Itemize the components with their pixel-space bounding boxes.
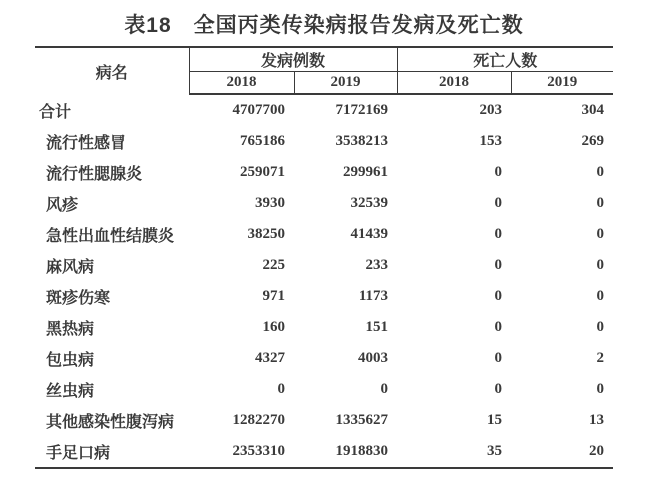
table-row [35,94,613,126]
deaths-2018-cell: 15 [487,412,503,428]
deaths-2018-cell: 203 [479,102,503,118]
table-row [35,343,613,374]
cases-2019-cell: 1335627 [335,412,389,428]
table-header [35,47,613,94]
disease-name-cell: 黑热病 [46,321,95,338]
cases-2019-cell: 1173 [358,288,389,304]
disease-name-cell: 合计 [39,103,72,121]
cases-2019-cell: 233 [365,257,389,273]
disease-table [35,46,613,469]
disease-name-cell: 包虫病 [46,352,95,369]
table-row [35,157,613,188]
cases-2018-cell: 225 [262,257,285,273]
table-row [35,126,613,157]
column-header-cases-2018: 2018 [189,72,294,95]
deaths-2019-cell: 304 [581,102,605,118]
cases-2019-cell: 4003 [358,350,389,366]
column-header-disease: 病名 [35,47,189,94]
cases-2019-cell: 32539 [350,195,389,211]
table-row [35,281,613,312]
deaths-2018-cell: 0 [494,226,503,242]
deaths-2019-cell: 269 [581,133,605,149]
deaths-2018-cell: 153 [479,133,503,149]
deaths-2019-cell: 13 [589,412,605,428]
deaths-2019-cell: 0 [596,381,605,397]
table-row [35,436,613,468]
page-title: 表18 全国丙类传染病报告发病及死亡数 [124,14,524,37]
table-row [35,405,613,436]
deaths-2018-cell: 0 [494,288,503,304]
cases-2019-cell: 1918830 [335,443,389,459]
table-body [35,94,613,468]
table-row [35,188,613,219]
deaths-2018-cell: 0 [494,195,503,211]
disease-name-cell: 流行性腮腺炎 [46,166,143,183]
cases-2019-cell: 299961 [343,164,389,180]
cases-2018-cell: 2353310 [232,443,285,459]
cases-2018-cell: 1282270 [232,412,285,428]
cases-2019-cell: 151 [365,319,389,335]
deaths-2018-cell: 0 [494,350,503,366]
deaths-2018-cell: 0 [494,257,503,273]
disease-name-cell: 丝虫病 [46,383,95,400]
column-header-cases-2019: 2019 [294,72,397,95]
cases-2019-cell: 41439 [350,226,389,242]
disease-name-cell: 风疹 [46,197,79,214]
deaths-2018-cell: 0 [494,164,503,180]
cases-2018-cell: 3930 [255,195,285,211]
deaths-2019-cell: 0 [596,288,605,304]
column-group-cases: 发病例数 [189,47,397,72]
deaths-2019-cell: 0 [596,257,605,273]
deaths-2019-cell: 0 [596,164,605,180]
column-header-deaths-2018: 2018 [397,72,511,95]
deaths-2019-cell: 0 [596,195,605,211]
table-row [35,250,613,281]
deaths-2018-cell: 0 [494,381,503,397]
cases-2018-cell: 4327 [255,350,285,366]
deaths-2019-cell: 0 [596,319,605,335]
cases-2018-cell: 259071 [240,164,285,180]
cases-2018-cell: 765186 [240,133,285,149]
deaths-2018-cell: 0 [494,319,503,335]
deaths-2019-cell: 0 [596,226,605,242]
cases-2019-cell: 7172169 [335,102,389,118]
table-row [35,374,613,405]
cases-2018-cell: 0 [277,381,285,397]
deaths-2019-cell: 20 [589,443,605,459]
column-group-deaths: 死亡人数 [397,47,613,72]
disease-name-cell: 流行性感冒 [46,135,127,152]
deaths-2019-cell: 2 [596,350,605,366]
header-group-row [35,47,613,72]
table-row [35,312,613,343]
disease-name-cell: 急性出血性结膜炎 [46,228,175,245]
cases-2019-cell: 3538213 [335,133,389,149]
disease-name-cell: 其他感染性腹泻病 [46,414,175,431]
cases-2018-cell: 38250 [247,226,285,242]
cases-2018-cell: 971 [262,288,285,304]
cases-2018-cell: 160 [262,319,285,335]
cases-2018-cell: 4707700 [232,102,285,118]
table-row [35,219,613,250]
column-header-deaths-2019: 2019 [511,72,613,95]
disease-name-cell: 麻风病 [46,259,95,276]
cases-2019-cell: 0 [380,381,389,397]
disease-name-cell: 斑疹伤寒 [46,290,111,307]
disease-name-cell: 手足口病 [46,445,111,462]
deaths-2018-cell: 35 [487,443,503,459]
